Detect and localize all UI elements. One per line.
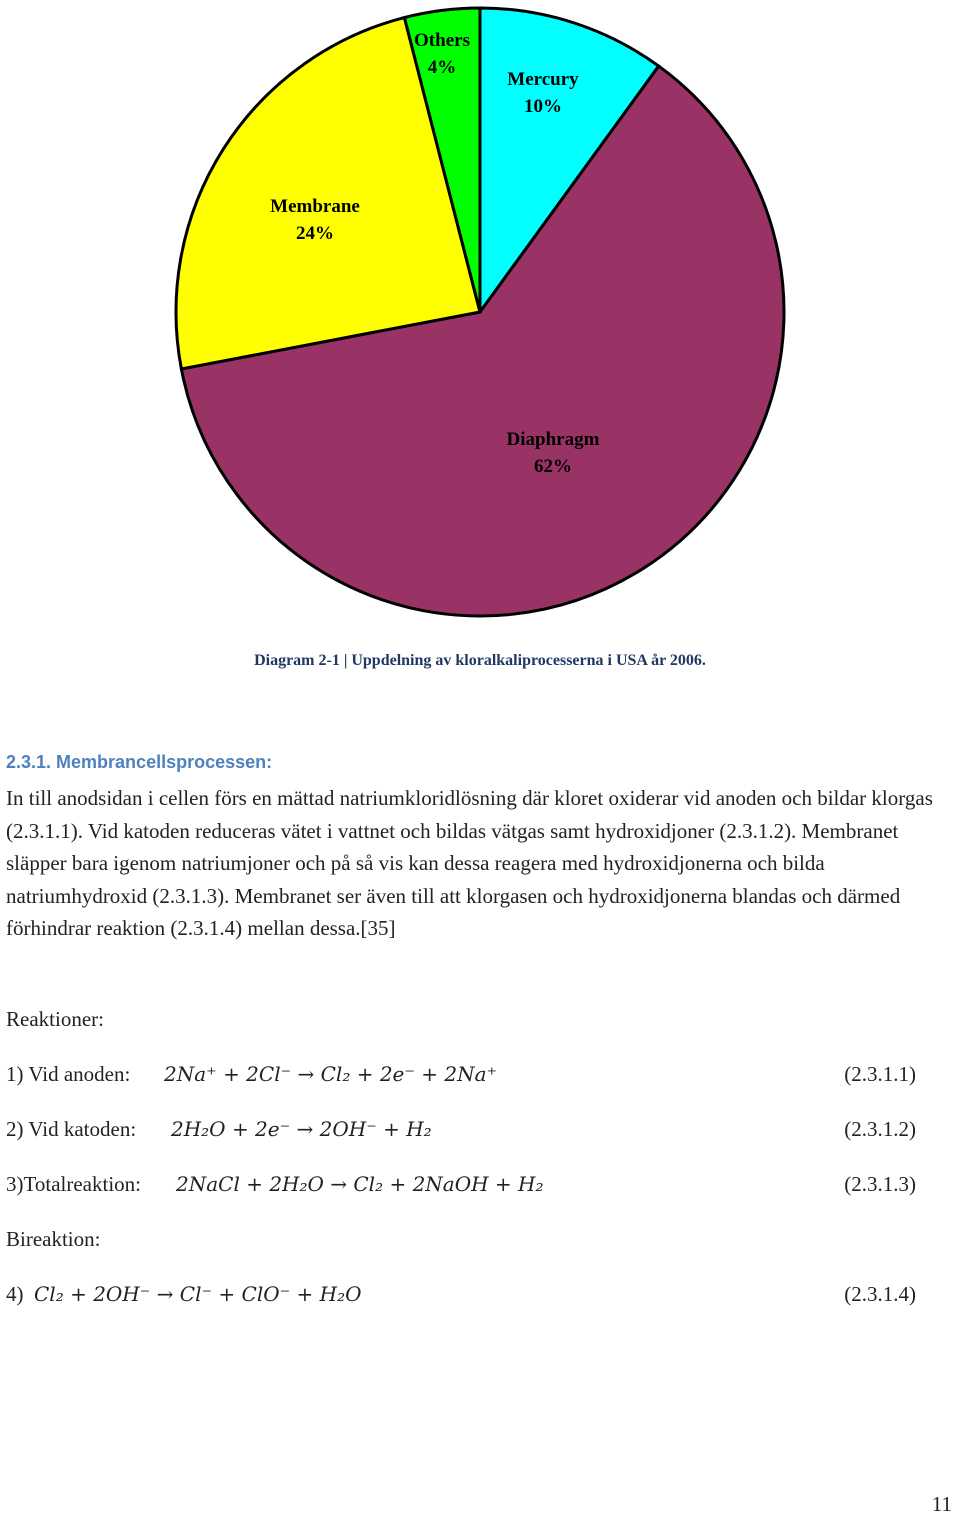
slice-label-mercury: Mercury xyxy=(507,69,579,90)
equation-formula: 2NaCl + 2H₂O → Cl₂ + 2NaOH + H₂ xyxy=(176,1172,544,1196)
body-paragraph: In till anodsidan i cellen förs en mättad natriumkloridlösning där kloret oxiderar vid anoden och bildar klorgas (2.3.1.1). Vid katoden reduceras vätet i vattnet och bildas vätgas samt hydroxidjoner (2.3.1.2). Membranet släpper bara igenom natriumjoner och på så vis kan dessa reagera med hydroxidjonerna och bilda natriumhydroxid (2.3.1.3). Membranet ser även till att klorgasen och hydroxidjonerna blandas och därmed förhindrar reaktion (2.3.1.4) mellan dessa.[35] xyxy=(6,786,933,940)
figure-caption: Diagram 2-1 | Uppdelning av kloralkaliprocesserna i USA år 2006. xyxy=(254,652,706,669)
slice-value-mercury: 10% xyxy=(524,96,562,117)
bireaction-label: Bireaktion: xyxy=(6,1227,101,1251)
slice-value-diaphragm: 62% xyxy=(534,456,572,477)
slice-label-diaphragm: Diaphragm xyxy=(506,429,600,450)
page-number: 11 xyxy=(931,1492,952,1516)
equation-number: (2.3.1.3) xyxy=(844,1172,916,1196)
equation-formula: Cl₂ + 2OH⁻ → Cl⁻ + ClO⁻ + H₂O xyxy=(34,1282,362,1306)
section-heading: 2.3.1. Membrancellsprocessen: xyxy=(6,752,273,772)
equation-2 xyxy=(6,1117,916,1147)
equation-1 xyxy=(6,1062,916,1092)
slice-label-others: Others xyxy=(414,30,470,51)
equation-label: 3)Totalreaktion: xyxy=(6,1172,141,1196)
equation-formula: 2H₂O + 2e⁻ → 2OH⁻ + H₂ xyxy=(171,1117,432,1141)
slice-value-membrane: 24% xyxy=(296,223,334,244)
equation-3 xyxy=(6,1172,916,1202)
equation-label: 2) Vid katoden: xyxy=(6,1117,137,1141)
equation-number: (2.3.1.4) xyxy=(844,1282,916,1306)
equation-4 xyxy=(6,1282,916,1312)
equation-number: (2.3.1.1) xyxy=(844,1062,916,1086)
equation-formula: 2Na⁺ + 2Cl⁻ → Cl₂ + 2e⁻ + 2Na⁺ xyxy=(164,1062,498,1086)
slice-label-membrane: Membrane xyxy=(270,196,360,217)
reactions-label: Reaktioner: xyxy=(6,1007,104,1031)
equation-number: (2.3.1.2) xyxy=(844,1117,916,1141)
pie-chart xyxy=(0,0,960,640)
equation-label: 4) xyxy=(6,1282,24,1306)
equation-label: 1) Vid anoden: xyxy=(6,1062,131,1086)
slice-value-others: 4% xyxy=(427,57,457,78)
